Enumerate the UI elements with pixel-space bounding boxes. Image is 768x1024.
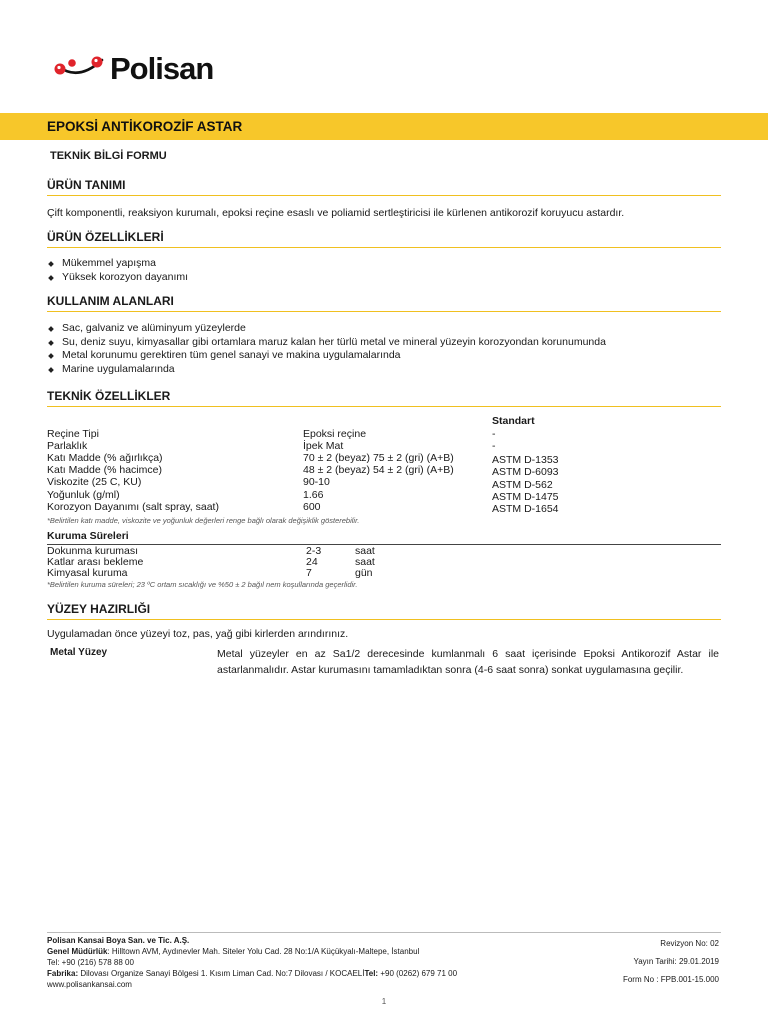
tech-standard: ASTM D-562 [492, 479, 553, 491]
kuruma-divider [47, 544, 721, 545]
section-heading-teknik-ozellikler: TEKNİK ÖZELLİKLER [47, 389, 721, 407]
footer-hq-tel: Tel: +90 (216) 578 88 00 [47, 958, 134, 967]
yuzey-intro: Uygulamadan önce yüzeyi toz, pas, yağ gibi kirlerden arındırınız. [47, 628, 349, 640]
logo-mark-icon [52, 52, 108, 86]
tech-value: 1.66 [303, 489, 324, 501]
bullet-diamond-icon [48, 340, 54, 346]
kuruma-unit: saat [355, 545, 375, 557]
tech-value: İpek Mat [303, 440, 344, 452]
footer-divider [47, 932, 721, 933]
tech-name: Reçine Tipi [47, 428, 99, 440]
kuruma-heading: Kuruma Süreleri [47, 530, 129, 542]
page-number: 1 [381, 997, 387, 1006]
tech-standard: ASTM D-1475 [492, 491, 559, 503]
tech-name: Viskozite (25 C, KU) [47, 476, 142, 488]
metal-yuzey-text: Metal yüzeyler en az Sa1/2 derecesinde kumlanmalı 6 saat içerisinde Epoksi Antikorozif Astar ile astarlanmalıdır. Astar kurumasını tamamladıktan sonra (4-6 saat sonra) sonkat uygulamasına geçilir. [217, 648, 719, 676]
kuruma-name: Katlar arası bekleme [47, 556, 144, 568]
kuruma-value: 24 [306, 556, 318, 568]
tech-name: Parlaklık [47, 440, 88, 452]
list-item: Sac, galvaniz ve alüminyum yüzeylerde [48, 322, 606, 336]
polisan-logo [52, 52, 213, 86]
bullet-diamond-icon [48, 261, 54, 267]
tech-standard: - [492, 428, 496, 440]
list-item: Marine uygulamalarında [48, 363, 606, 377]
tech-standard: ASTM D-1654 [492, 503, 559, 515]
standart-column-header: Standart [492, 415, 535, 427]
tech-value: 600 [303, 501, 321, 513]
footer-factory: Fabrika: Dilovası Organize Sanayi Bölgesi 1. Kısım Liman Cad. No:7 Dilovası / KOCAELİTel: +90 (0262) 679 71 00 [47, 969, 458, 978]
bullet-diamond-icon [48, 353, 54, 359]
teknik-note: *Belirtilen katı madde, viskozite ve yoğunluk değerleri renge bağlı olarak değişiklik gösterebilir. [47, 516, 360, 525]
footer-revizyon: Revizyon No: 02 [660, 939, 719, 948]
section-heading-yuzey-hazirligi: YÜZEY HAZIRLIĞI [47, 602, 721, 620]
kuruma-unit: saat [355, 556, 375, 568]
footer-hq: Genel Müdürlük: Hilltown AVM, Aydınevler Mah. Siteler Yolu Cad. 28 No:1/A Küçükyalı-Maltepe, İstanbul [47, 947, 420, 956]
tech-standard: ASTM D-6093 [492, 466, 559, 478]
kuruma-value: 2-3 [306, 545, 322, 557]
kuruma-value: 7 [306, 567, 312, 579]
section-heading-urun-tanimi: ÜRÜN TANIMI [47, 178, 721, 196]
tech-name: Yoğunluk (g/ml) [47, 489, 120, 501]
tech-name: Katı Madde (% ağırlıkça) [47, 452, 163, 464]
tech-name: Korozyon Dayanımı (salt spray, saat) [47, 501, 219, 513]
list-item: Yüksek korozyon dayanımı [48, 271, 188, 285]
tech-name: Katı Madde (% hacimce) [47, 464, 162, 476]
kuruma-note: *Belirtilen kuruma süreleri; 23 ºC ortam sıcaklığı ve %50 ± 2 bağıl nem koşullarında geçerlidir. [47, 580, 358, 589]
tech-standard: ASTM D-1353 [492, 454, 559, 466]
bullet-diamond-icon [48, 367, 54, 373]
metal-yuzey-label: Metal Yüzey [50, 647, 108, 658]
footer-company-info [47, 935, 517, 990]
tech-value: 90-10 [303, 476, 330, 488]
footer-form-no: Form No : FPB.001-15.000 [622, 975, 719, 984]
document-title: EPOKSİ ANTİKOROZİF ASTAR [47, 119, 243, 134]
tech-value: 48 ± 2 (beyaz) 54 ± 2 (gri) (A+B) [303, 464, 454, 476]
list-item: Metal korunumu gerektiren tüm genel sanayi ve makina uygulamalarında [48, 349, 606, 363]
section-heading-kullanim-alanlari: KULLANIM ALANLARI [47, 294, 721, 312]
list-item: Su, deniz suyu, kimyasallar gibi ortamlara maruz kalan her türlü metal ve mineral yüzeyin korozyondan korunumunda [48, 336, 606, 350]
tech-standard: - [492, 440, 496, 452]
footer-website: www.polisankansai.com [47, 980, 132, 989]
kuruma-name: Dokunma kuruması [47, 545, 139, 557]
urun-tanimi-text: Çift komponentli, reaksiyon kurumalı, epoksi reçine esaslı ve poliamid sertleştiricisi ile kürlenen antikorozif koruyucu astardır. [47, 207, 625, 219]
kuruma-name: Kimyasal kuruma [47, 567, 128, 579]
footer-company-name: Polisan Kansai Boya San. ve Tic. A.Ş. [47, 936, 190, 945]
bullet-diamond-icon [48, 275, 54, 281]
bullet-diamond-icon [48, 326, 54, 332]
tech-value: 70 ± 2 (beyaz) 75 ± 2 (gri) (A+B) [303, 452, 454, 464]
list-item: Mükemmel yapışma [48, 257, 188, 271]
kullanim-alanlari-list [48, 322, 606, 376]
section-heading-urun-ozellikleri: ÜRÜN ÖZELLİKLERİ [47, 230, 721, 248]
urun-ozellikleri-list [48, 257, 188, 284]
tech-value: Epoksi reçine [303, 428, 367, 440]
logo-wordmark: Polisan [110, 51, 214, 86]
kuruma-unit: gün [355, 567, 373, 579]
title-band [0, 113, 768, 140]
document-subtitle: TEKNİK BİLGİ FORMU [50, 150, 167, 162]
footer-yayin-tarihi: Yayın Tarihi: 29.01.2019 [633, 957, 719, 966]
